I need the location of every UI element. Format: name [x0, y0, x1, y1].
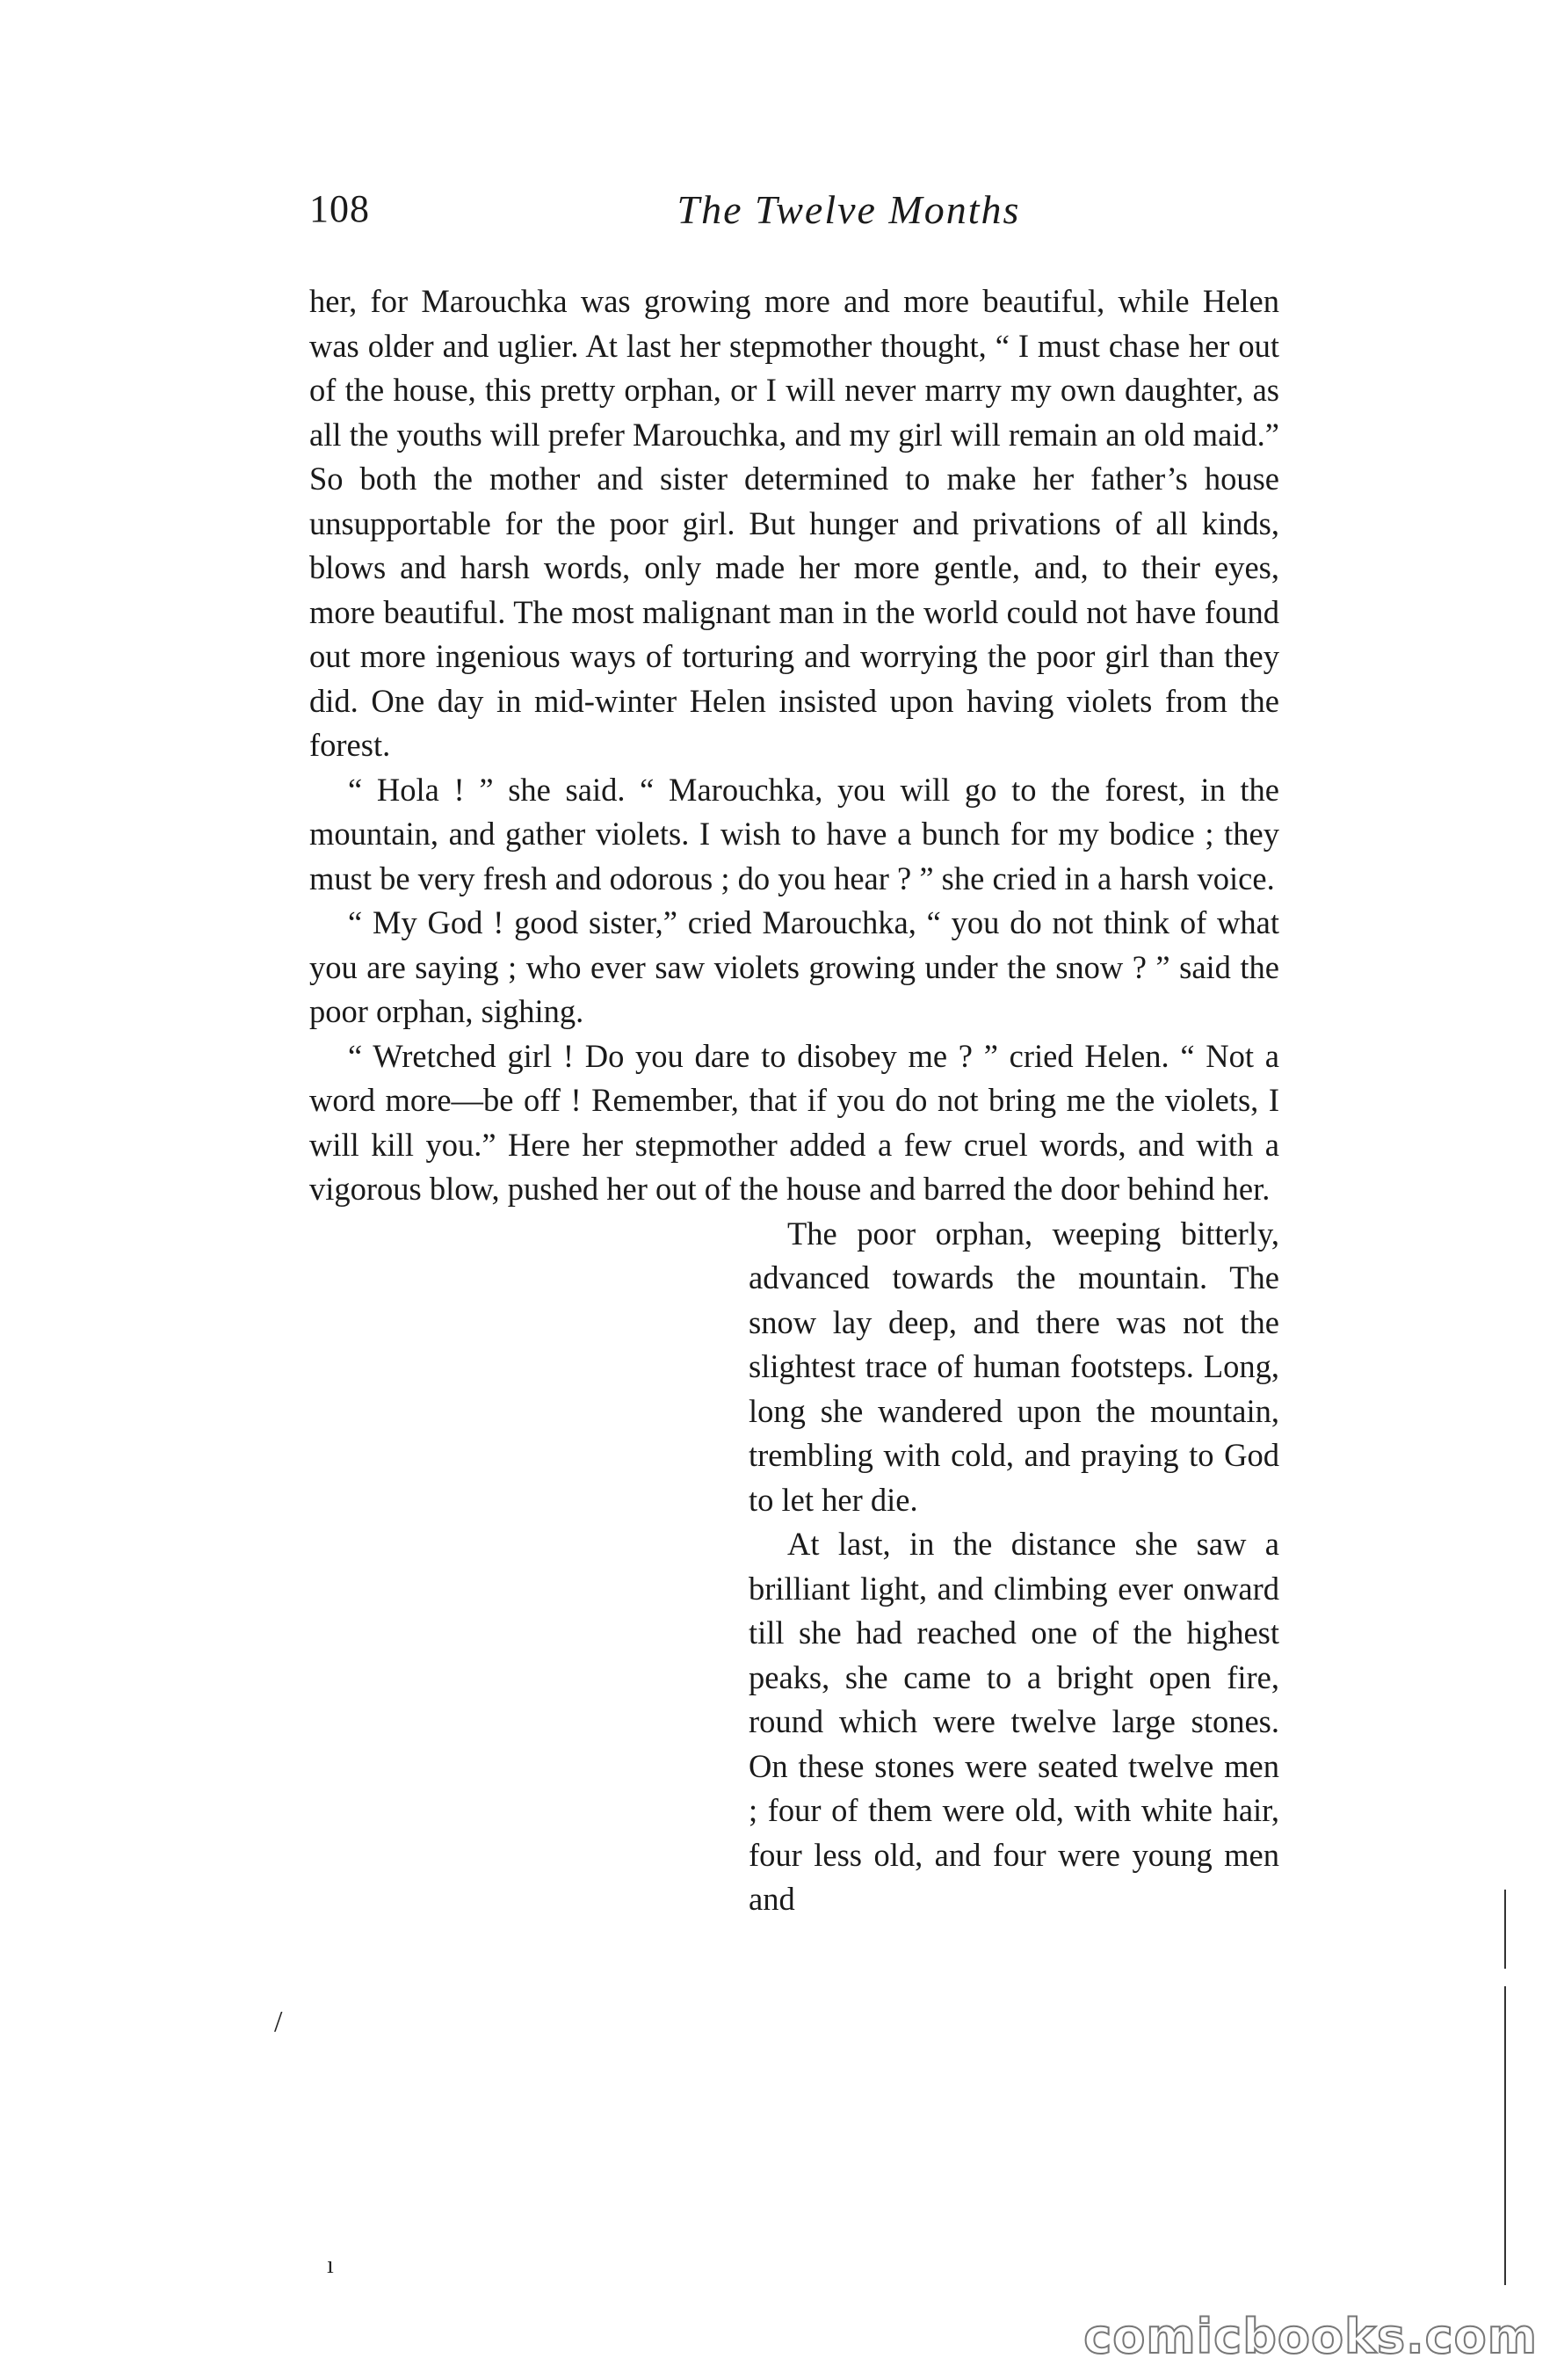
watermark-logo: comicbooks.com: [1083, 2309, 1538, 2364]
paragraph-4: “ Wretched girl ! Do you dare to disobey me ? ” cried Helen. “ Not a word more—be off ! Remember, that if you do not bring me the violets, I will kill you.” Here her stepmother added a few cruel words, and with a vigorous blow, pushed her out of the house and barred the door behind her.: [309, 1037, 1279, 1207]
blank-illustration-area: [309, 1212, 749, 1922]
stray-mark: /: [274, 2006, 283, 2038]
page-edge-line: [1504, 1986, 1506, 2285]
paragraph-3: “ My God ! good sister,” cried Marouchka, “ you do not think of what you are saying ; who ever saw violets growing under the snow ? ” said the poor orphan, sighing.: [309, 904, 1279, 1029]
body-text: [309, 279, 1279, 1922]
page-header: [309, 186, 1283, 239]
paragraph-2: “ Hola ! ” she said. “ Marouchka, you will go to the forest, in the mountain, and gather violets. I wish to have a bunch for my bodice ; they must be very fresh and odorous ; do you hear ? ” she cried in a harsh voice.: [309, 771, 1279, 896]
page-number: 108: [309, 187, 370, 230]
paragraph-6: At last, in the distance she saw a brilliant light, and climbing ever onward till she had reached one of the highest peaks, she came to a bright open fire, round which were twelve large stones. On these stones were seated twelve men ; four of them were old, with white hair, four less old, and four were young men and: [749, 1526, 1279, 1917]
stray-mark: ı: [327, 2252, 334, 2279]
running-title: The Twelve Months: [677, 187, 1021, 232]
page-edge-line: [1504, 1890, 1506, 1969]
paragraph-5: The poor orphan, weeping bitterly, advanced towards the mountain. The snow lay deep, and there was not the slightest trace of human footsteps. Long, long she wandered upon the mountain, trembling with cold, and praying to God to let her die.: [749, 1215, 1279, 1518]
paragraph-1: her, for Marouchka was growing more and more beautiful, while Helen was older and uglier. At last her stepmother thought, “ I must chase her out of the house, this pretty orphan, or I will never marry my own daughter, as all the youths will prefer Marouchka, and my girl will remain an old maid.” So both the mother and sister determined to make her father’s house unsupportable for the poor girl. But hunger and privations of all kinds, blows and harsh words, only made her more gentle, and, to their eyes, more beautiful. The most malignant man in the world could not have found out more ingenious ways of torturing and worrying the poor girl than they did. One day in mid-winter Helen insisted upon having violets from the forest.: [309, 283, 1279, 763]
